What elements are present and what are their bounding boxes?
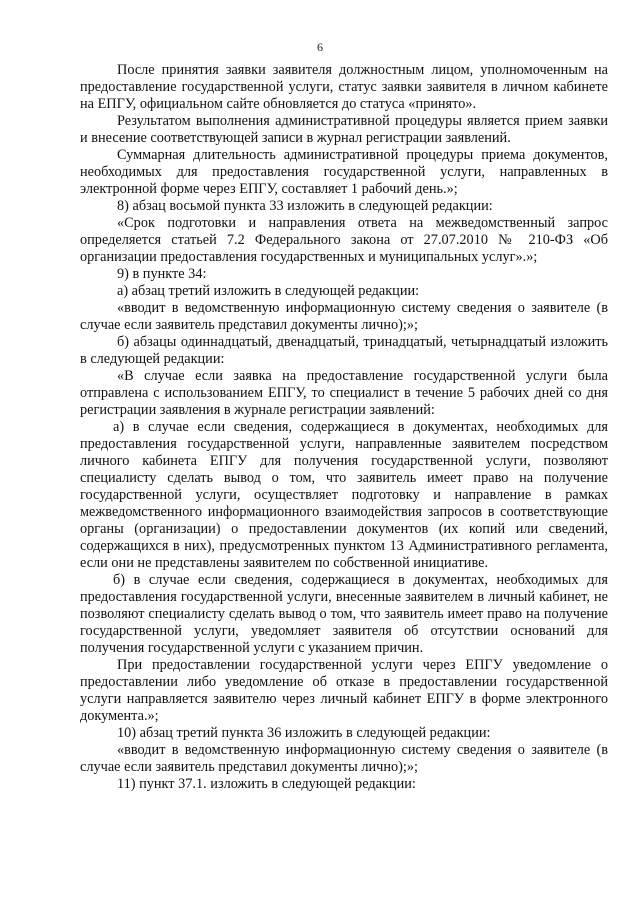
paragraph: б) абзацы одиннадцатый, двенадцатый, тринадцатый, четырнадцатый изложить в следующей редакции: [80, 334, 608, 367]
page-number: 6 [317, 40, 323, 54]
paragraph: Результатом выполнения административной процедуры является прием заявки и внесение соответствующей записи в журнал регистрации заявлений. [80, 113, 608, 146]
paragraph: 10) абзац третий пункта 36 изложить в следующей редакции: [117, 725, 491, 741]
document-text [80, 62, 608, 793]
paragraph: «вводит в ведомственную информационную систему сведения о заявителе (в случае если заявитель представил документы лично);»; [80, 742, 608, 775]
paragraph: 11) пункт 37.1. изложить в следующей редакции: [117, 776, 416, 792]
paragraph: а) абзац третий изложить в следующей редакции: [117, 283, 420, 299]
paragraph: Суммарная длительность административной процедуры приема документов, необходимых для предоставления государственной услуги, направленных в электронной форме через ЕПГУ, составляет 1 рабочий день.»; [80, 147, 608, 197]
paragraph: При предоставлении государственной услуги через ЕПГУ уведомление о предоставлении либо уведомление об отказе в предоставлении государственной услуги направляется заявителю через личный кабинет ЕПГУ в форме электронного документа.»; [80, 657, 608, 724]
paragraph: После принятия заявки заявителя должностным лицом, уполномоченным на предоставление государственной услуги, статус заявки заявителя в личном кабинете на ЕПГУ, официальном сайте обновляется до статуса «принято». [80, 62, 608, 112]
paragraph: 8) абзац восьмой пункта 33 изложить в следующей редакции: [117, 198, 493, 214]
paragraph: «В случае если заявка на предоставление государственной услуги была отправлена с использованием ЕПГУ, то специалист в течение 5 рабочих дней со дня регистрации заявления в журнале регистрации заявлений: [80, 368, 608, 418]
paragraph: «Срок подготовки и направления ответа на межведомственный запрос определяется статьей 7.2 Федерального закона от 27.07.2010 № 210-ФЗ «Об организации предоставления государственных и муниципальных услуг».»; [80, 215, 608, 265]
paragraph: а) в случае если сведения, содержащиеся в документах, необходимых для предоставления государственной услуги, направленные заявителем посредством личного кабинета ЕПГУ для получения государственной услуги, позволяют специалисту сделать вывод о том, что заявитель имеет право на получение государственной услуги, осуществляет подготовку и направление в рамках межведомственного информационного взаимодействия запросов в соответствующие органы (организации) о предоставлении документов (их копий или сведений, содержащихся в них), предусмотренных пунктом 13 Административного регламента, если они не представлены заявителем по собственной инициативе. [80, 419, 608, 571]
paragraph: «вводит в ведомственную информационную систему сведения о заявителе (в случае если заявитель представил документы лично);»; [80, 300, 608, 333]
paragraph: 9) в пункте 34: [117, 266, 207, 282]
paragraph: б) в случае если сведения, содержащиеся в документах, необходимых для предоставления государственной услуги, внесенные заявителем в личный кабинет, не позволяют специалисту сделать вывод о том, что заявитель имеет право на получение государственной услуги, уведомляет заявителя об отсутствии оснований для получения государственной услуги с указанием причин. [80, 572, 608, 656]
